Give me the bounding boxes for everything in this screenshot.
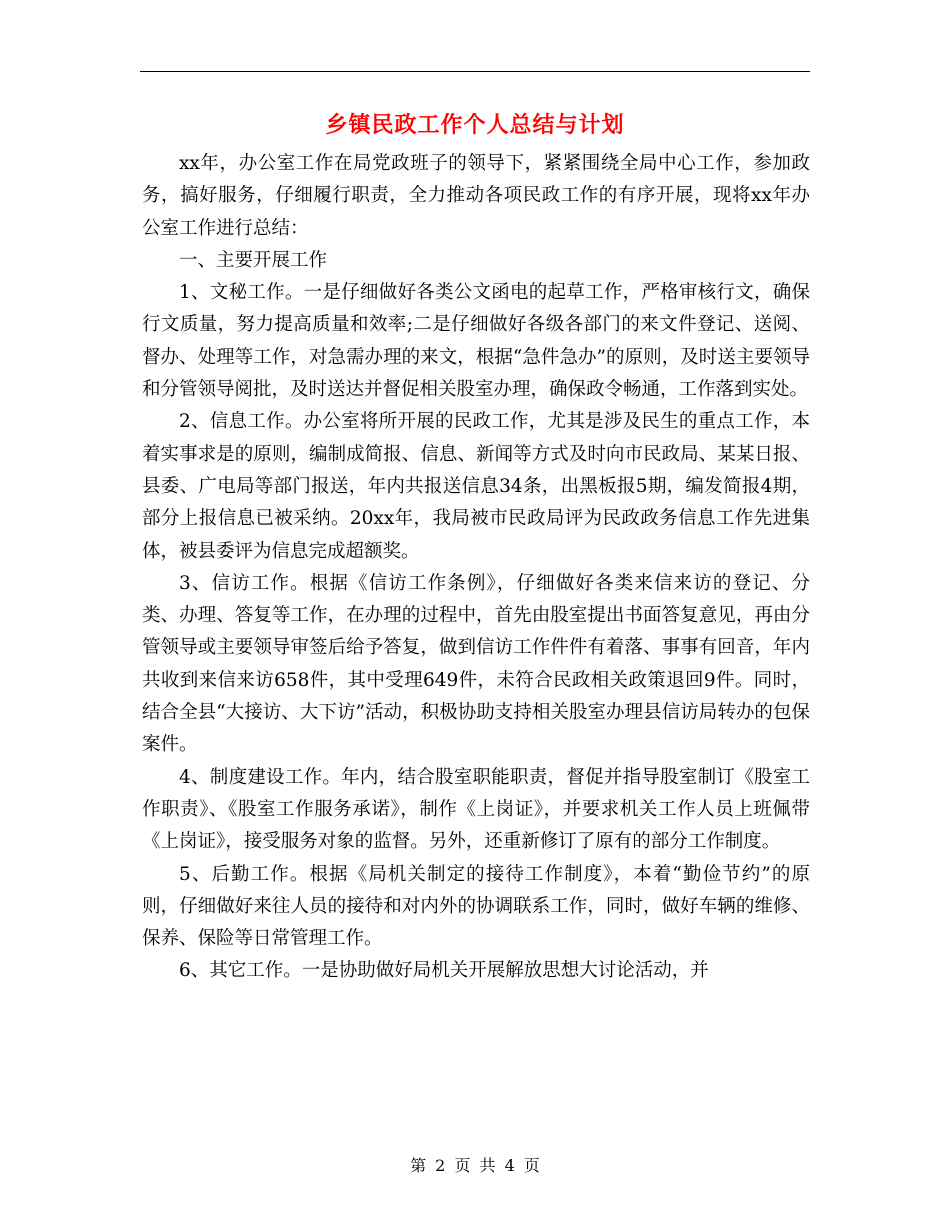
paragraph-systems: 4、制度建设工作。年内，结合股室职能职责，督促并指导股室制订《股室工作职责》、《股室工作服务承诺》，制作《上岗证》，并要求机关工作人员上班佩带《上岗证》，接受服务对象的监督。另外，还重新修订了原有的部分工作制度。 — [142, 766, 810, 853]
document-body — [142, 148, 810, 988]
header-rule — [140, 71, 810, 72]
paragraph-secretarial: 1、文秘工作。一是仔细做好各类公文函电的起草工作，严格审核行文，确保行文质量，努力提高质量和效率;二是仔细做好各级各部门的来文件登记、送阅、督办、处理等工作，对急需办理的来文，根据“急件急办”的原则，及时送主要领导和分管领导阅批，及时送达并督促相关股室办理，确保政令畅通，工作落到实处。 — [142, 282, 810, 401]
paragraph-petitions: 3、信访工作。根据《信访工作条例》，仔细做好各类来信来访的登记、分类、办理、答复等工作，在办理的过程中，首先由股室提出书面答复意见，再由分管领导或主要领导审签后给予答复，做到信访工作件件有着落、事事有回音，年内共收到来信来访658件，其中受理649件，未符合民政相关政策退回9件。同时，结合全县“大接访、大下访”活动，积极协助支持相关股室办理县信访局转办的包保案件。 — [142, 572, 810, 756]
paragraph-other: 6、其它工作。一是协助做好局机关开展解放思想大讨论活动，并 — [179, 960, 709, 982]
paragraph-information: 2、信息工作。办公室将所开展的民政工作，尤其是涉及民生的重点工作，本着实事求是的原则，编制成简报、信息、新闻等方式及时向市民政局、某某日报、县委、广电局等部门报送，年内共报送信息34条，出黑板报5期，编发简报4期，部分上报信息已被采纳。20xx年，我局被市民政局评为民政政务信息工作先进集体，被县委评为信息完成超额奖。 — [142, 411, 810, 562]
document-title: 乡镇民政工作个人总结与计划 — [325, 113, 625, 138]
page-number: 第 2 页 共 4 页 — [410, 1156, 540, 1175]
paragraph-intro: xx年，办公室工作在局党政班子的领导下，紧紧围绕全局中心工作，参加政务，搞好服务，仔细履行职责，全力推动各项民政工作的有序开展，现将xx年办公室工作进行总结： — [142, 153, 810, 239]
paragraph-logistics: 5、后勤工作。根据《局机关制定的接待工作制度》，本着“勤俭节约”的原则，仔细做好来往人员的接待和对内外的协调联系工作，同时，做好车辆的维修、保养、保险等日常管理工作。 — [142, 863, 810, 950]
section-heading: 一、主要开展工作 — [179, 249, 328, 271]
